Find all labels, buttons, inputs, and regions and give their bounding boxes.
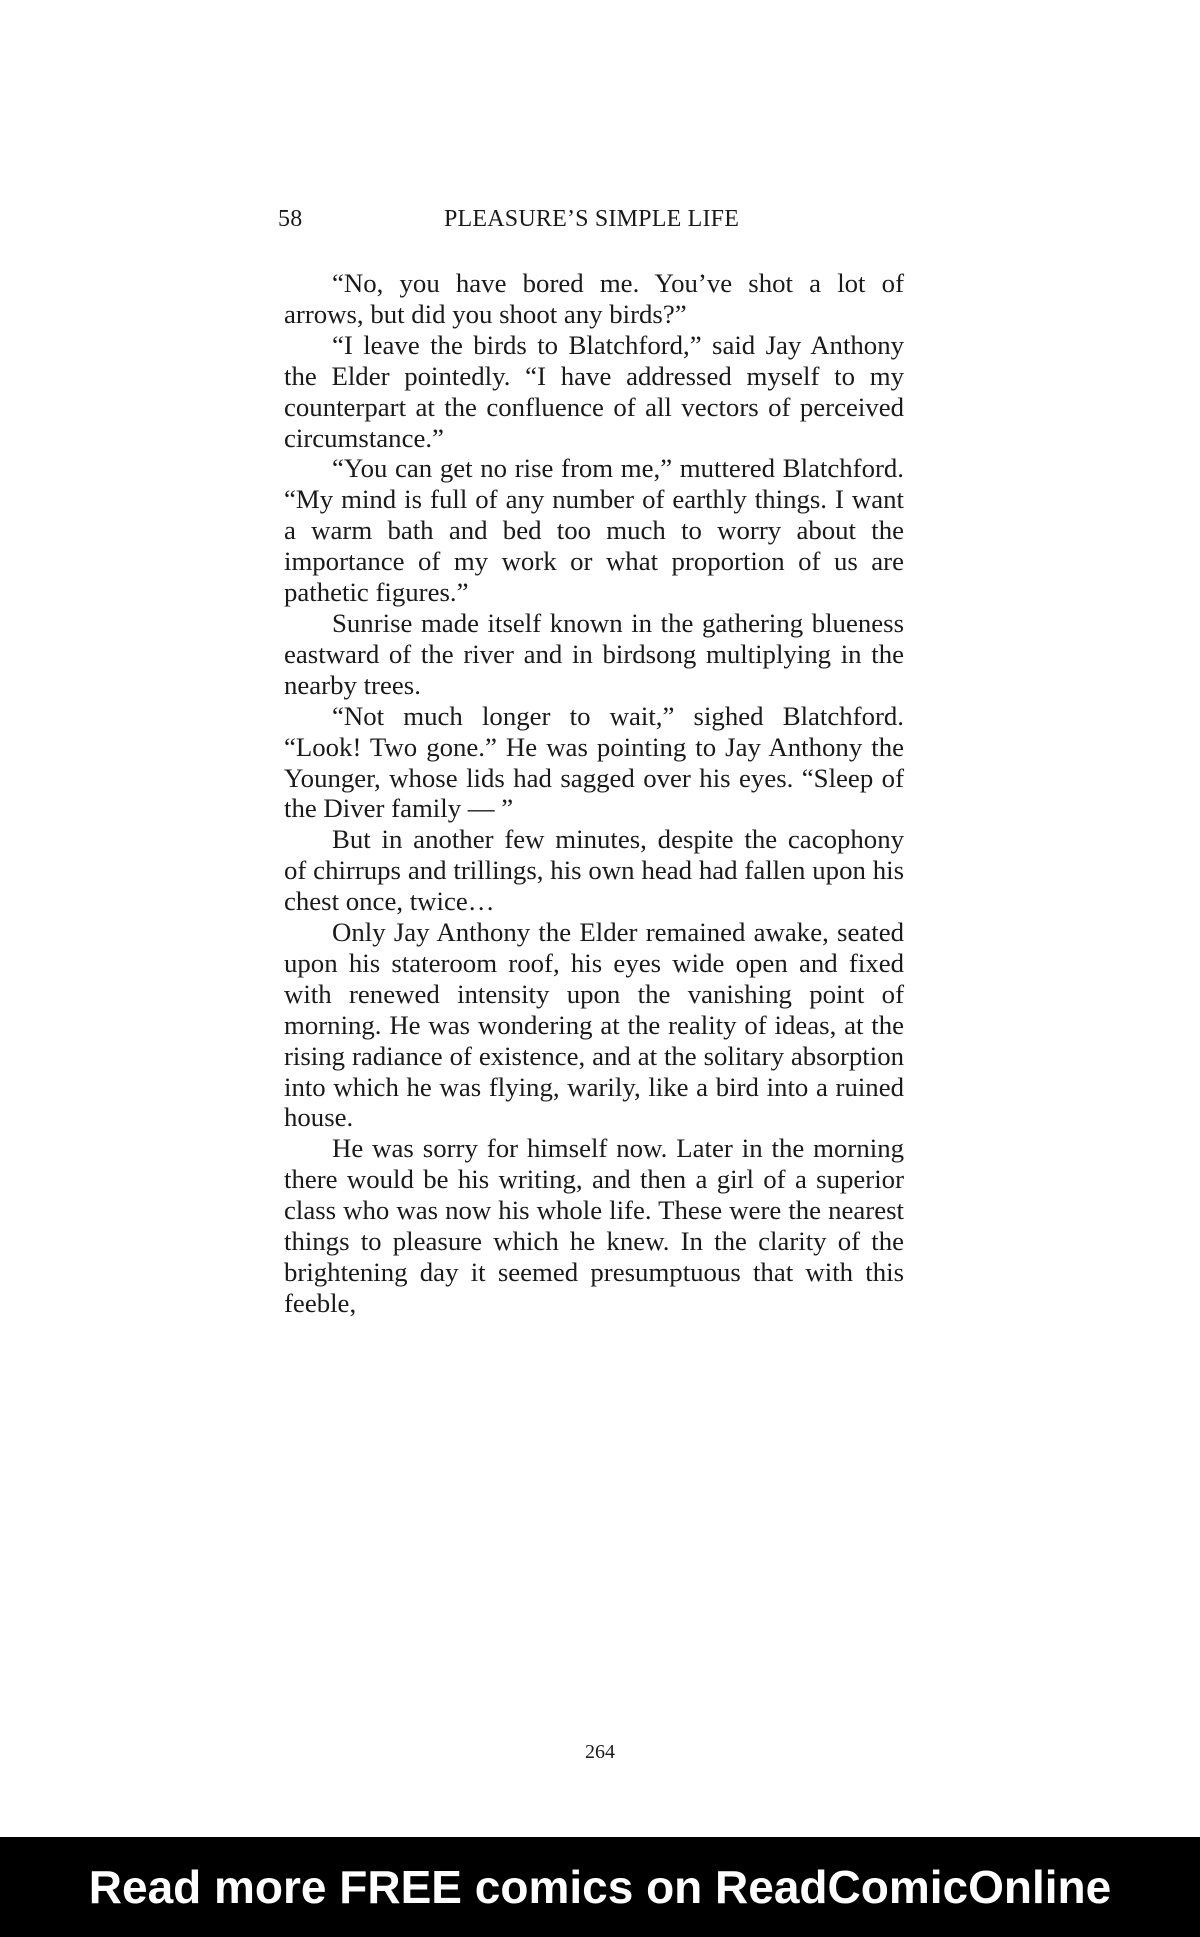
paragraph: “Not much longer to wait,” sighed Blatchford. “Look! Two gone.” He was pointing to Jay Anthony the Younger, whose lids had sagged over his eyes. “Sleep of the Diver family — ” <box>284 700 904 824</box>
book-title: PLEASURE’S SIMPLE LIFE <box>444 206 740 232</box>
running-head <box>278 206 906 242</box>
paragraph: He was sorry for himself now. Later in the morning there would be his writing, and then a girl of a superior class who was now his whole life. These were the nearest things to pleasure which he knew. In the clarity of the brightening day it seemed presumptuous that with this feeble, <box>284 1133 904 1318</box>
paragraph: Only Jay Anthony the Elder remained awake, seated upon his stateroom roof, his eyes wide open and fixed with renewed intensity upon the vanishing point of morning. He was wondering at the reality of ideas, at the rising radiance of existence, and at the solitary absorption into which he was flying, warily, like a bird into a ruined house. <box>284 917 904 1133</box>
page-number: 264 <box>585 1741 615 1763</box>
paragraph: “I leave the birds to Blatchford,” said Jay Anthony the Elder pointedly. “I have addressed myself to my counterpart at the confluence of all vectors of perceived circumstance.” <box>284 329 904 453</box>
paragraph: “No, you have bored me. You’ve shot a lot of arrows, but did you shoot any birds?” <box>284 268 904 329</box>
paragraph: Sunrise made itself known in the gathering blueness eastward of the river and in birdsong multiplying in the nearby trees. <box>284 607 904 700</box>
paragraph: “You can get no rise from me,” muttered Blatchford. “My mind is full of any number of earthly things. I want a warm bath and bed too much to worry about the importance of my work or what proportion of us are pathetic figures.” <box>284 453 904 608</box>
promo-banner-link[interactable]: Read more FREE comics on ReadComicOnline <box>0 1837 1200 1937</box>
folio-number: 58 <box>278 206 303 232</box>
body-text <box>284 268 904 1319</box>
paragraph: But in another few minutes, despite the cacophony of chirrups and trillings, his own head had fallen upon his chest once, twice… <box>284 824 904 917</box>
